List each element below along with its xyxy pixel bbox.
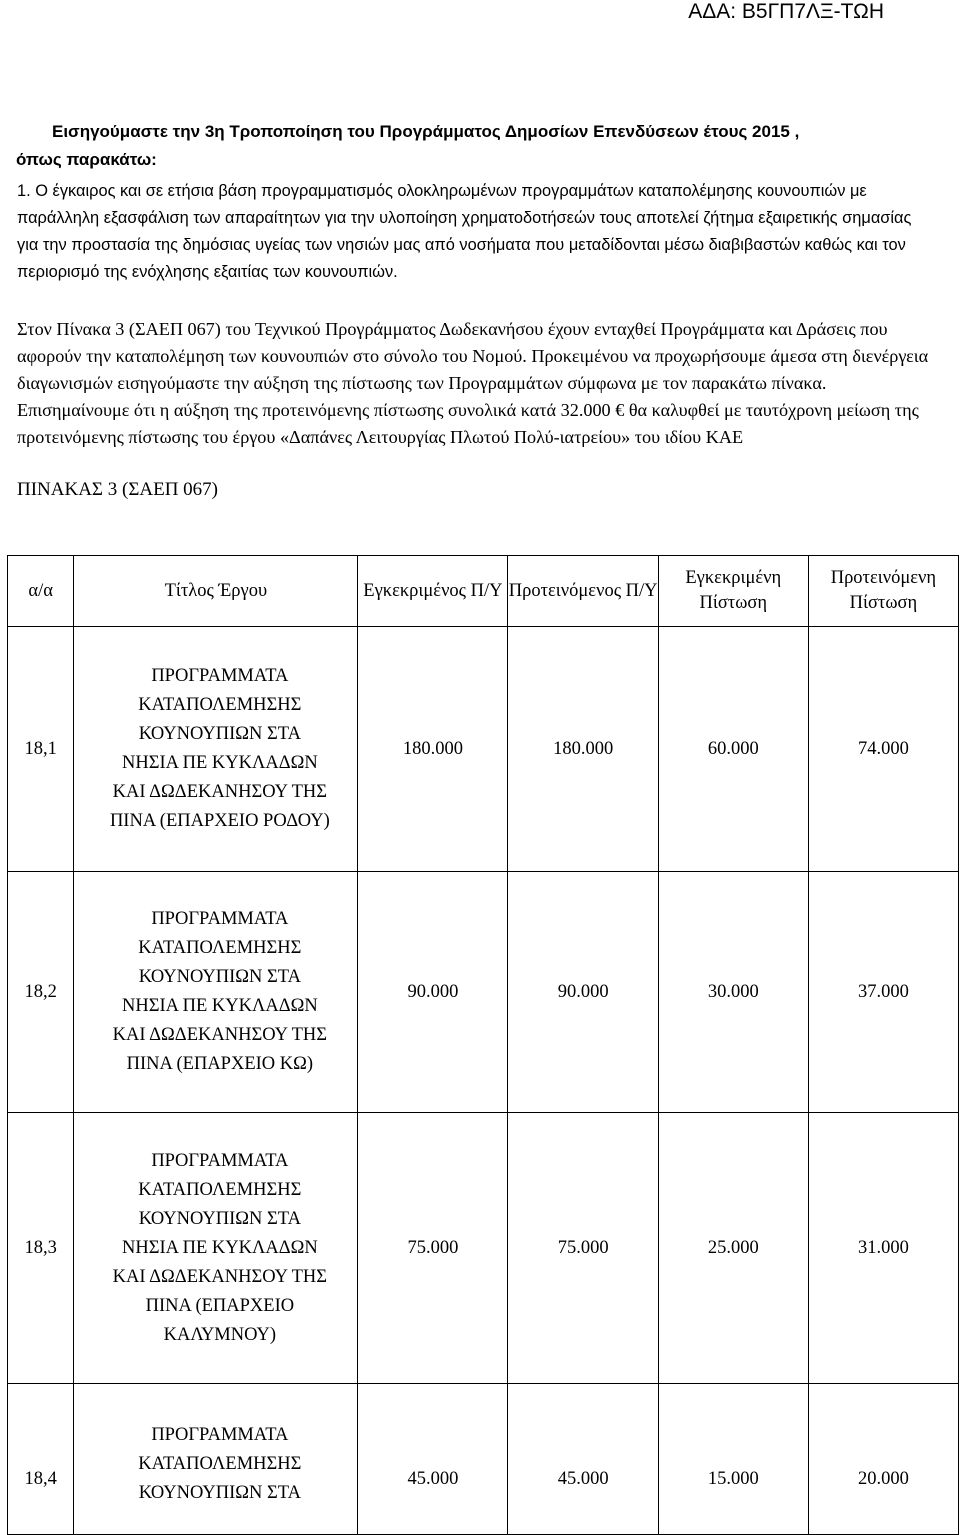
cell-approved-credit: 15.000 (658, 1384, 808, 1535)
title-line: ΝΗΣΙΑ ΠΕ ΚΥΚΛΑΔΩΝ (121, 753, 318, 773)
cell-proposed-credit: 74.000 (808, 627, 958, 872)
header-proposed-py: Προτεινόμενος Π/Υ (508, 556, 658, 627)
title-line: ΚΑΙ ΔΩΔΕΚΑΝΗΣΟΥ ΤΗΣ (112, 782, 328, 802)
title-line: ΠΡΟΓΡΑΜΜΑΤΑ (151, 666, 289, 686)
title-line: ΠΡΟΓΡΑΜΜΑΤΑ (151, 1424, 289, 1445)
cell-proposed-credit: 31.000 (808, 1113, 958, 1384)
cell-no: 18,2 (8, 872, 74, 1113)
title-line: ΚΟΥΝΟΥΠΙΩΝ ΣΤΑ (138, 1482, 301, 1503)
title-line: ΠΙΝΑ (ΕΠΑΡΧΕΙΟ (145, 1295, 295, 1316)
header-title: Τίτλος Έργου (74, 556, 358, 627)
table-row (8, 872, 959, 1113)
cell-approved-credit: 30.000 (658, 872, 808, 1113)
table-title: ΠΙΝΑΚΑΣ 3 (ΣΑΕΠ 067) (17, 479, 219, 500)
title-line: ΚΟΥΝΟΥΠΙΩΝ ΣΤΑ (138, 967, 301, 987)
title-line: ΚΑΤΑΠΟΛΕΜΗΣΗΣ (138, 1179, 302, 1200)
cell-approved-py: 75.000 (358, 1113, 508, 1384)
cell-title (74, 872, 358, 1113)
budget-table (7, 555, 959, 1535)
cell-no: 18,1 (8, 627, 74, 872)
title-line: ΠΡΟΓΡΑΜΜΑΤΑ (151, 1150, 289, 1171)
title-line: ΚΟΥΝΟΥΠΙΩΝ ΣΤΑ (138, 724, 301, 744)
cell-title (74, 1113, 358, 1384)
header-proposed-credit: Προτεινόμενη Πίστωση (808, 556, 958, 627)
table-row (8, 1113, 959, 1384)
header-approved-py: Εγκεκριμένος Π/Υ (358, 556, 508, 627)
paragraph-1: 1. Ο έγκαιρος και σε ετήσια βάση προγραμματισμός ολοκληρωμένων προγραμμάτων καταπολέμησης κουνουπιών με παράλληλη εξασφάλιση των απαραίτητων για την υλοποίηση χρηματοδοτήσεών τους αποτελεί ζήτημα εξαιρετικής σημασίας για την προστασία της δημόσιας υγείας των νησιών μας από νοσήματα που μεταδίδονται μέσω διαβιβαστών καθώς και τον περιορισμό της ενόχλησης εξαιτίας των κουνουπιών. (17, 182, 912, 281)
title-line: ΠΙΝΑ (ΕΠΑΡΧΕΙΟ ΚΩ) (126, 1054, 314, 1074)
cell-title (74, 627, 358, 872)
cell-proposed-py: 45.000 (508, 1384, 658, 1535)
header-no: α/α (8, 556, 74, 627)
intro-line-2: όπως παρακάτω: (16, 150, 157, 169)
title-line: ΚΑΙ ΔΩΔΕΚΑΝΗΣΟΥ ΤΗΣ (112, 1266, 328, 1287)
cell-proposed-credit: 20.000 (808, 1384, 958, 1535)
paragraph-2: Στον Πίνακα 3 (ΣΑΕΠ 067) του Τεχνικού Προγράμματος Δωδεκανήσου έχουν ενταχθεί Προγράμματα και Δράσεις που αφορούν την καταπολέμηση των κουνουπιών στο σύνολο του Νομού. Προκειμένου να προχωρήσουμε άμεσα στη διενέργεια διαγωνισμών εισηγούμαστε την αύξηση της πίστωσης των Προγραμμάτων σύμφωνα με τον παρακάτω πίνακα. Επισημαίνουμε ότι η αύξηση της προτεινόμενης πίστωσης συνολικά κατά 32.000 € θα καλυφθεί με ταυτόχρονη μείωση της προτεινόμενης πίστωσης του έργου «Δαπάνες Λειτουργίας Πλωτού Πολύ-ιατρείου» του ιδίου ΚΑΕ (17, 319, 929, 447)
cell-proposed-py: 180.000 (508, 627, 658, 872)
cell-approved-py: 45.000 (358, 1384, 508, 1535)
title-line: ΠΙΝΑ (ΕΠΑΡΧΕΙΟ ΡΟΔΟΥ) (109, 811, 330, 831)
cell-proposed-py: 75.000 (508, 1113, 658, 1384)
table-header-row (8, 556, 959, 627)
table-row (8, 627, 959, 872)
title-line: ΚΑΤΑΠΟΛΕΜΗΣΗΣ (138, 938, 302, 958)
cell-no: 18,3 (8, 1113, 74, 1384)
title-line: ΚΟΥΝΟΥΠΙΩΝ ΣΤΑ (138, 1208, 301, 1229)
title-line: ΚΑΙ ΔΩΔΕΚΑΝΗΣΟΥ ΤΗΣ (112, 1025, 328, 1045)
cell-approved-credit: 25.000 (658, 1113, 808, 1384)
header-approved-credit: Εγκεκριμένη Πίστωση (658, 556, 808, 627)
intro-heading (16, 118, 922, 174)
cell-proposed-py: 90.000 (508, 872, 658, 1113)
title-line: ΝΗΣΙΑ ΠΕ ΚΥΚΛΑΔΩΝ (121, 996, 318, 1016)
title-line: ΚΑΛΥΜΝΟΥ) (163, 1324, 277, 1345)
cell-proposed-credit: 37.000 (808, 872, 958, 1113)
title-line: ΚΑΤΑΠΟΛΕΜΗΣΗΣ (138, 695, 302, 715)
cell-title (74, 1384, 358, 1535)
table-row (8, 1384, 959, 1535)
cell-approved-py: 90.000 (358, 872, 508, 1113)
title-line: ΚΑΤΑΠΟΛΕΜΗΣΗΣ (138, 1453, 302, 1474)
document-id: ΑΔΑ: Β5ΓΠ7ΛΞ-ΤΩΗ (688, 0, 884, 23)
cell-no: 18,4 (8, 1384, 74, 1535)
title-line: ΠΡΟΓΡΑΜΜΑΤΑ (151, 909, 289, 929)
cell-approved-credit: 60.000 (658, 627, 808, 872)
cell-approved-py: 180.000 (358, 627, 508, 872)
title-line: ΝΗΣΙΑ ΠΕ ΚΥΚΛΑΔΩΝ (121, 1237, 318, 1258)
intro-line-1: Εισηγούμαστε την 3η Τροποποίηση του Προγράμματος Δημοσίων Επενδύσεων έτους 2015 , (52, 122, 800, 141)
